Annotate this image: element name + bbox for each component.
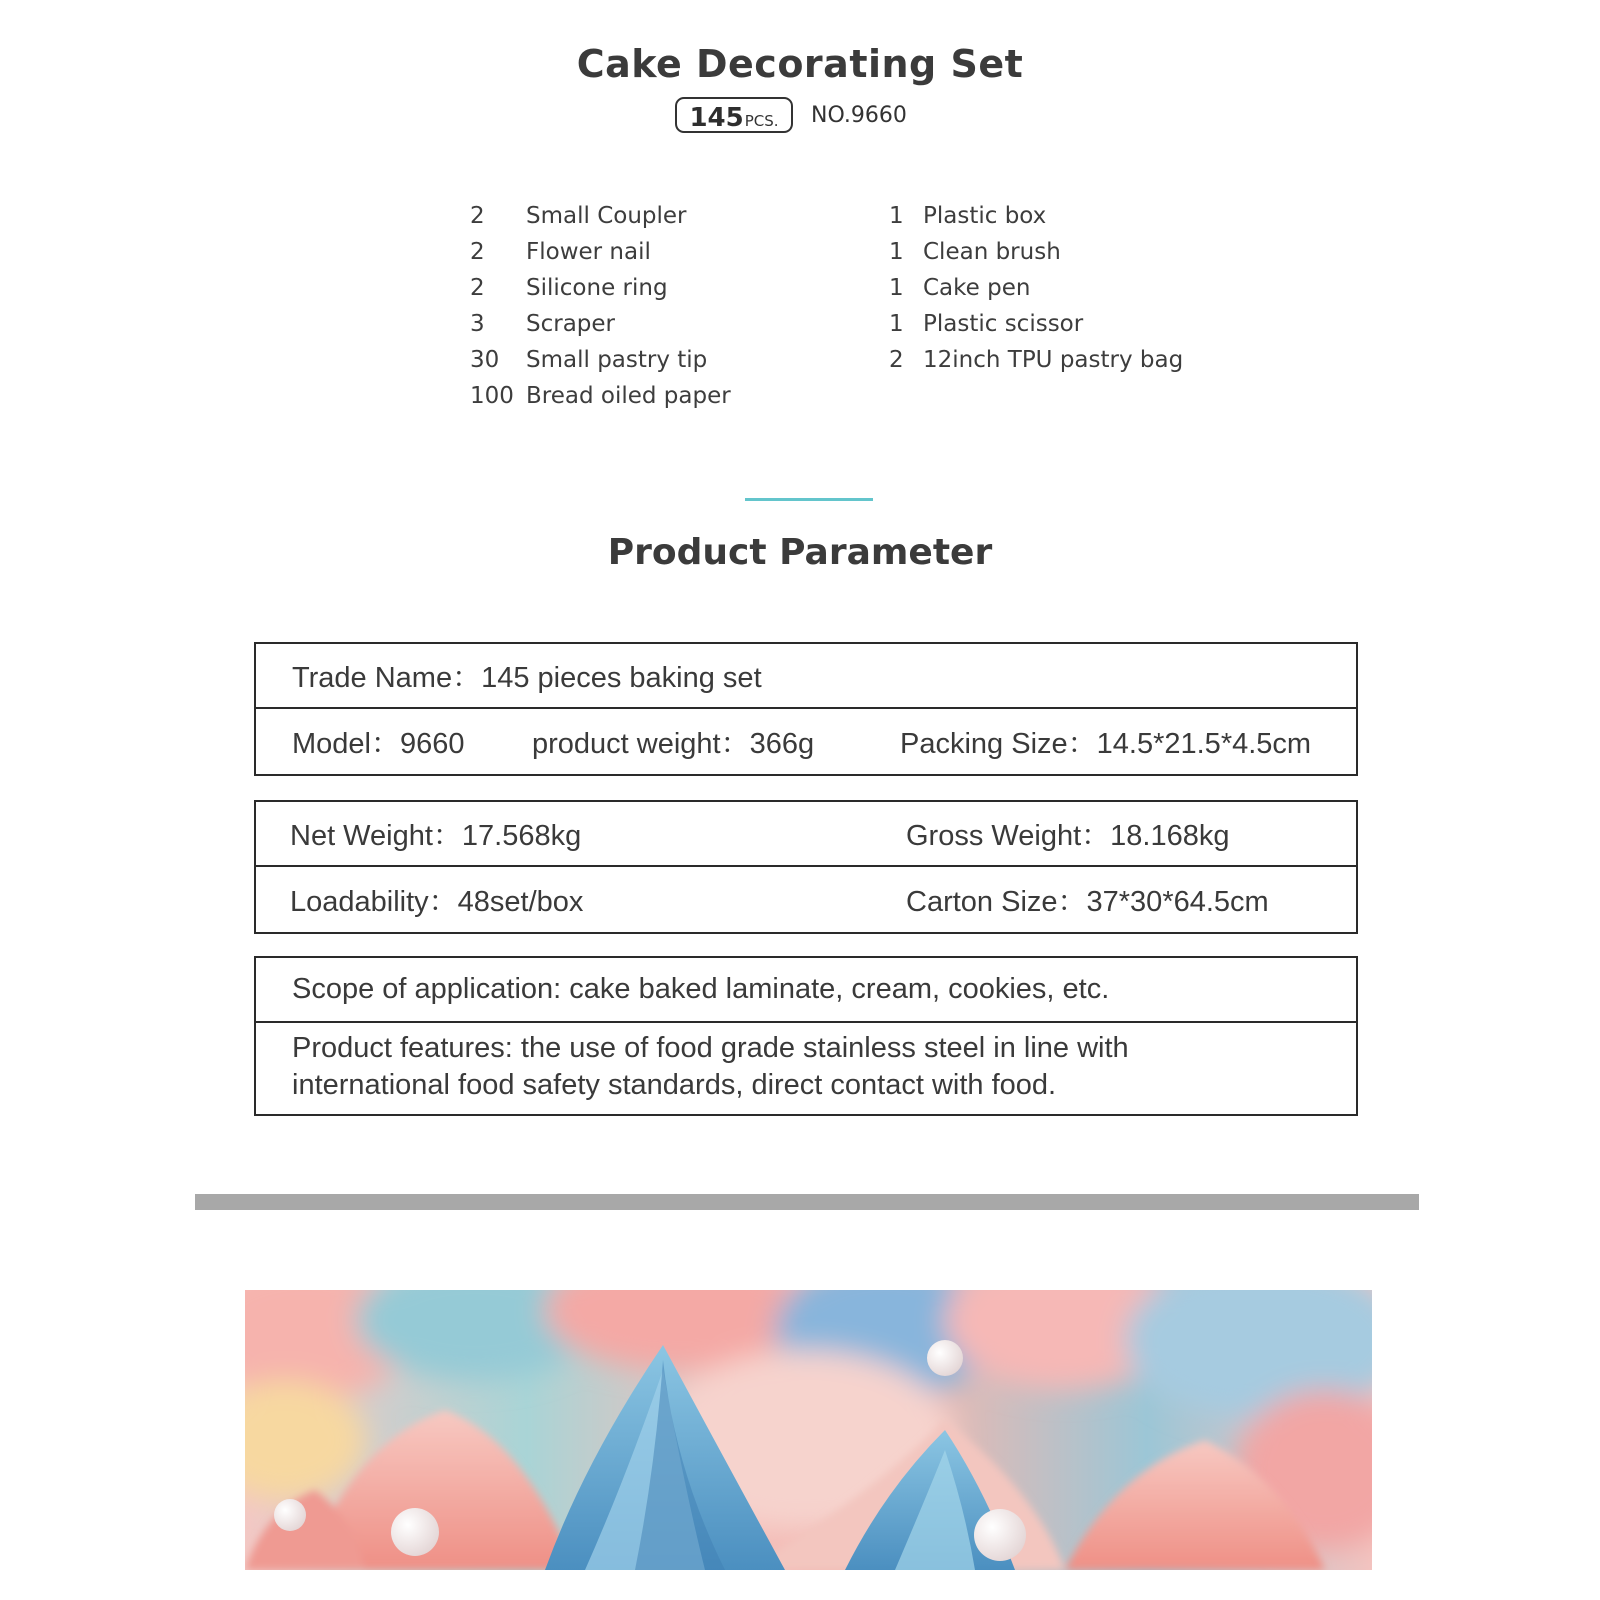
list-item <box>470 270 731 306</box>
item-qty: 2 <box>470 239 485 265</box>
list-item <box>470 342 731 378</box>
item-name: Small Coupler <box>526 203 687 229</box>
table-row <box>256 1023 1356 1114</box>
contents-list-right <box>889 198 1183 378</box>
list-item <box>470 234 731 270</box>
item-name: Flower nail <box>526 239 651 265</box>
table-row <box>256 867 1356 932</box>
piece-count-badge <box>675 97 793 133</box>
item-name: Cake pen <box>923 275 1031 301</box>
table-row <box>256 802 1356 867</box>
item-qty: 2 <box>470 203 485 229</box>
item-name: Plastic box <box>923 203 1047 229</box>
parameter-table-basic <box>254 642 1358 776</box>
model-cell: Model：9660 <box>292 728 465 760</box>
table-row <box>256 644 1356 709</box>
list-item <box>470 378 731 414</box>
product-weight-cell: product weight：366g <box>532 728 815 760</box>
piece-unit: PCS. <box>744 112 779 130</box>
item-name: Clean brush <box>923 239 1061 265</box>
item-name: Scraper <box>526 311 616 337</box>
item-qty: 30 <box>470 347 500 373</box>
section-title: Product Parameter <box>607 532 993 573</box>
table-row <box>256 709 1356 774</box>
features-cell: Product features: the use of food grade stainless steel in line with international food safety standards, direct contact with food. <box>292 1032 1129 1101</box>
list-item <box>889 198 1183 234</box>
section-divider-bar <box>195 1194 1419 1210</box>
trade-name-cell: Trade Name：145 pieces baking set <box>292 662 762 694</box>
item-qty: 2 <box>470 275 485 301</box>
page-title: Cake Decorating Set <box>576 42 1024 86</box>
list-item <box>470 306 731 342</box>
item-qty: 3 <box>470 311 485 337</box>
item-name: Small pastry tip <box>526 347 708 373</box>
badge-row <box>675 96 907 134</box>
item-qty: 100 <box>470 383 514 409</box>
net-weight-cell: Net Weight：17.568kg <box>290 820 582 852</box>
table-row <box>256 958 1356 1023</box>
item-name: Bread oiled paper <box>526 383 731 409</box>
frosting-illustration <box>245 1290 1372 1570</box>
loadability-cell: Loadability：48set/box <box>290 886 584 918</box>
item-name: 12inch TPU pastry bag <box>923 347 1184 373</box>
list-item <box>889 306 1183 342</box>
item-qty: 1 <box>889 239 904 265</box>
carton-size-cell: Carton Size：37*30*64.5cm <box>906 886 1269 918</box>
item-name: Plastic scissor <box>923 311 1084 337</box>
accent-divider <box>745 498 873 501</box>
piece-count: 145 <box>689 103 744 133</box>
model-number: NO.9660 <box>811 102 907 128</box>
item-qty: 2 <box>889 347 904 373</box>
parameter-table-description <box>254 956 1358 1116</box>
parameter-table-shipping <box>254 800 1358 934</box>
contents-list-left <box>470 198 731 414</box>
item-qty: 1 <box>889 311 904 337</box>
list-item <box>470 198 731 234</box>
list-item <box>889 270 1183 306</box>
frosting-photo <box>245 1290 1372 1570</box>
item-qty: 1 <box>889 203 904 229</box>
item-qty: 1 <box>889 275 904 301</box>
scope-cell: Scope of application: cake baked laminate, cream, cookies, etc. <box>292 973 1110 1005</box>
gross-weight-cell: Gross Weight：18.168kg <box>906 820 1230 852</box>
list-item <box>889 234 1183 270</box>
list-item <box>889 342 1183 378</box>
item-name: Silicone ring <box>526 275 668 301</box>
packing-size-cell: Packing Size：14.5*21.5*4.5cm <box>900 728 1312 760</box>
